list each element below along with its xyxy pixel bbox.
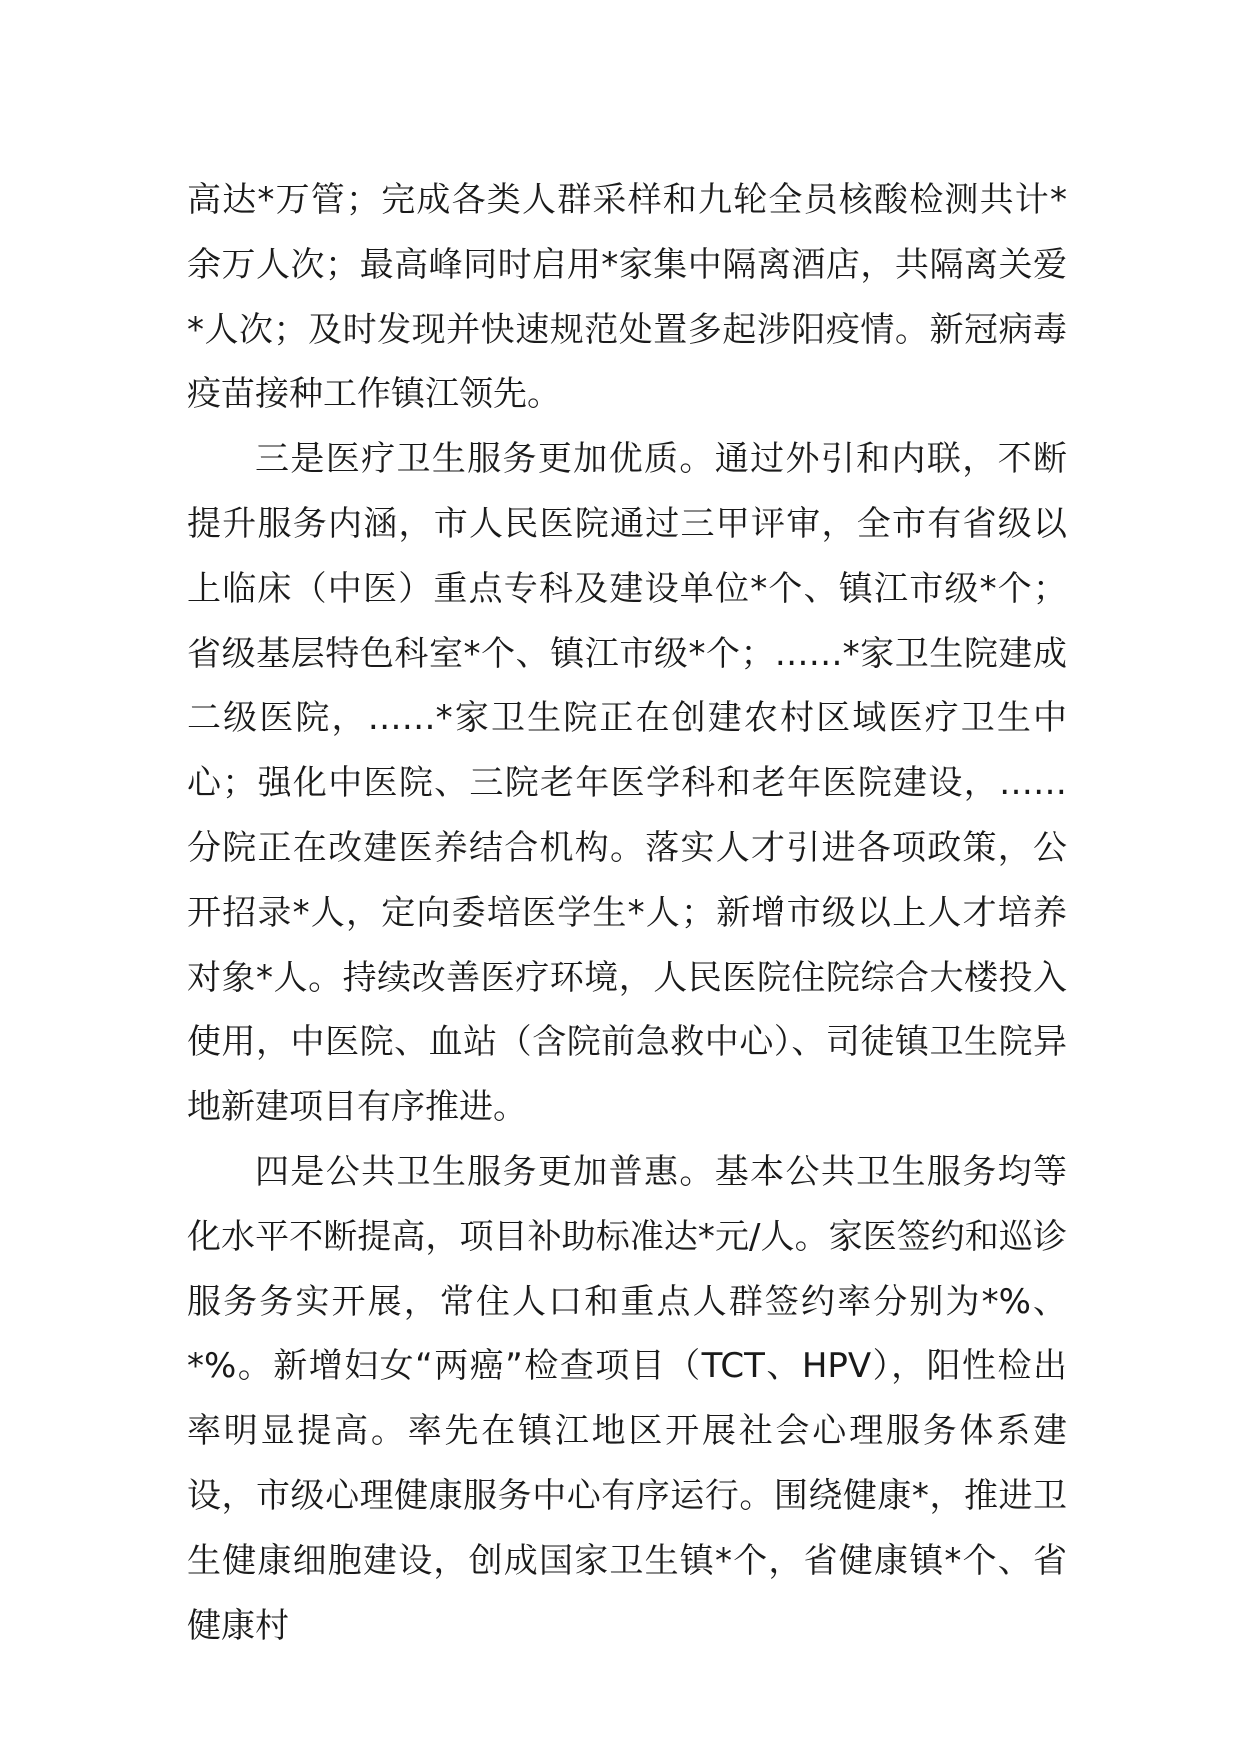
paragraph-medical-services: 三是医疗卫生服务更加优质。通过外引和内联，不断提升服务内涵，市人民医院通过三甲评审，全市有省级以上临床（中医）重点专科及建设单位*个、镇江市级*个；省级基层特色科室*个、镇江市级*个；……*家卫生院建成二级医院，……*家卫生院正在创建农村区域医疗卫生中心；强化中医院、三院老年医学科和老年医院建设，……分院正在改建医养结合机构。落实人才引进各项政策，公开招录*人，定向委培医学生*人；新增市级以上人才培养对象*人。持续改善医疗环境，人民医院住院综合大楼投入使用，中医院、血站（含院前急救中心）、司徒镇卫生院异地新建项目有序推进。: [187, 439, 1067, 1128]
paragraph-continued: 高达*万管；完成各类人群采样和九轮全员核酸检测共计*余万人次；最高峰同时启用*家集中隔离酒店，共隔离关爱*人次；及时发现并快速规范处置多起涉阳疫情。新冠病毒疫苗接种工作镇江领先。: [187, 180, 1067, 415]
body-text: [187, 168, 1067, 1658]
paragraph-public-health: 四是公共卫生服务更加普惠。基本公共卫生服务均等化水平不断提高，项目补助标准达*元/人。家医签约和巡诊服务务实开展，常住人口和重点人群签约率分别为*%、*%。新增妇女“两癌”检查项目（TCT、HPV），阳性检出率明显提高。率先在镇江地区开展社会心理服务体系建设，市级心理健康服务中心有序运行。围绕健康*，推进卫生健康细胞建设，创成国家卫生镇*个，省健康镇*个、省健康村: [187, 1151, 1067, 1646]
